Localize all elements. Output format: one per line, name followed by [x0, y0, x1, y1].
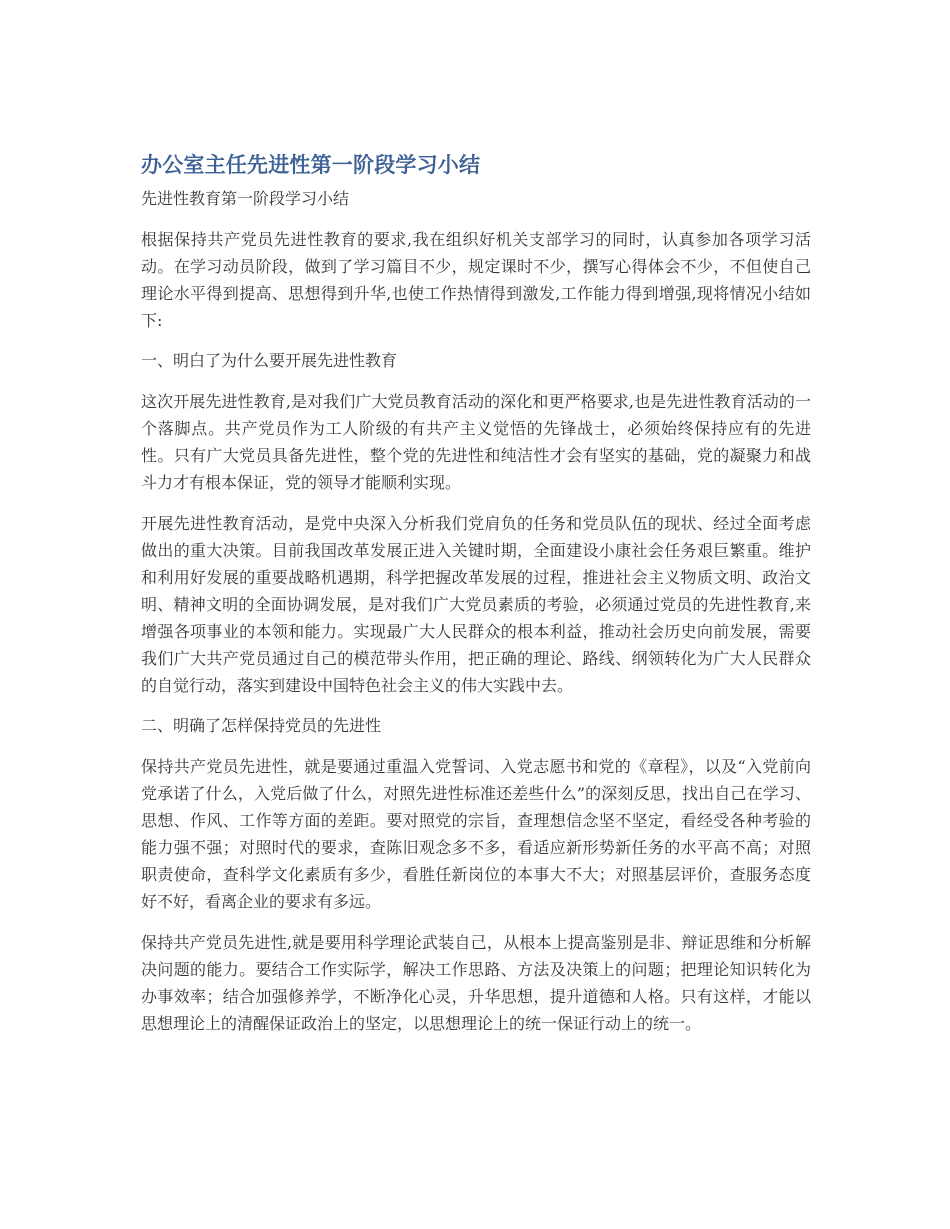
document-title: 办公室主任先进性第一阶段学习小结	[141, 153, 481, 177]
section2-paragraph-1: 保持共产党员先进性，就是要通过重温入党誓词、入党志愿书和党的《章程》，以及“入党前向党承诺了什么，入党后做了什么，对照先进性标准还差些什么”的深刻反思，找出自己在学习、思想、作风、工作等方面的差距。要对照党的宗旨，查理想信念坚不坚定，看经受各种考验的能力强不强；对照时代的要求，查陈旧观念多不多，看适应新形势新任务的水平高不高；对照职责使命，查科学文化素质有多少，看胜任新岗位的本事大不大；对照基层评价，查服务态度好不好，看离企业的要求有多远。	[141, 757, 811, 911]
section-heading-1: 一、明白了为什么要开展先进性教育	[141, 351, 398, 370]
document-subtitle: 先进性教育第一阶段学习小结	[141, 189, 350, 208]
section2-paragraph-2: 保持共产党员先进性,就是要用科学理论武装自己，从根本上提高鉴别是非、辩证思维和分析解决问题的能力。要结合工作实际学，解决工作思路、方法及决策上的问题；把理论知识转化为办事效率；结合加强修养学，不断净化心灵，升华思想，提升道德和人格。只有这样，才能以思想理论上的清醒保证政治上的坚定，以思想理论上的统一保证行动上的统一。	[141, 933, 811, 1033]
section1-paragraph-1: 这次开展先进性教育,是对我们广大党员教育活动的深化和更严格要求,也是先进性教育活动的一个落脚点。共产党员作为工人阶级的有共产主义觉悟的先锋战士，必须始终保持应有的先进性。只有广大党员具备先进性，整个党的先进性和纯洁性才会有坚实的基础，党的凝聚力和战斗力才有根本保证，党的领导才能顺利实现。	[141, 392, 811, 492]
document-page	[141, 150, 811, 1051]
section1-paragraph-2: 开展先进性教育活动，是党中央深入分析我们党肩负的任务和党员队伍的现状、经过全面考虑做出的重大决策。目前我国改革发展正进入关键时期，全面建设小康社会任务艰巨繁重。维护和利用好发展的重要战略机遇期，科学把握改革发展的过程，推进社会主义物质文明、政治文明、精神文明的全面协调发展，是对我们广大党员素质的考验，必须通过党员的先进性教育,来增强各项事业的本领和能力。实现最广大人民群众的根本利益，推动社会历史向前发展，需要我们广大共产党员通过自己的模范带头作用，把正确的理论、路线、纲领转化为广大人民群众的自觉行动，落实到建设中国特色社会主义的伟大实践中去。	[141, 514, 811, 695]
section-heading-2: 二、明确了怎样保持党员的先进性	[141, 716, 382, 735]
intro-paragraph: 根据保持共产党员先进性教育的要求,我在组织好机关支部学习的同时，认真参加各项学习活动。在学习动员阶段，做到了学习篇目不少，规定课时不少，撰写心得体会不少，不但使自己理论水平得到提高、思想得到升华,也使工作热情得到激发,工作能力得到增强,现将情况小结如下:	[141, 230, 811, 330]
